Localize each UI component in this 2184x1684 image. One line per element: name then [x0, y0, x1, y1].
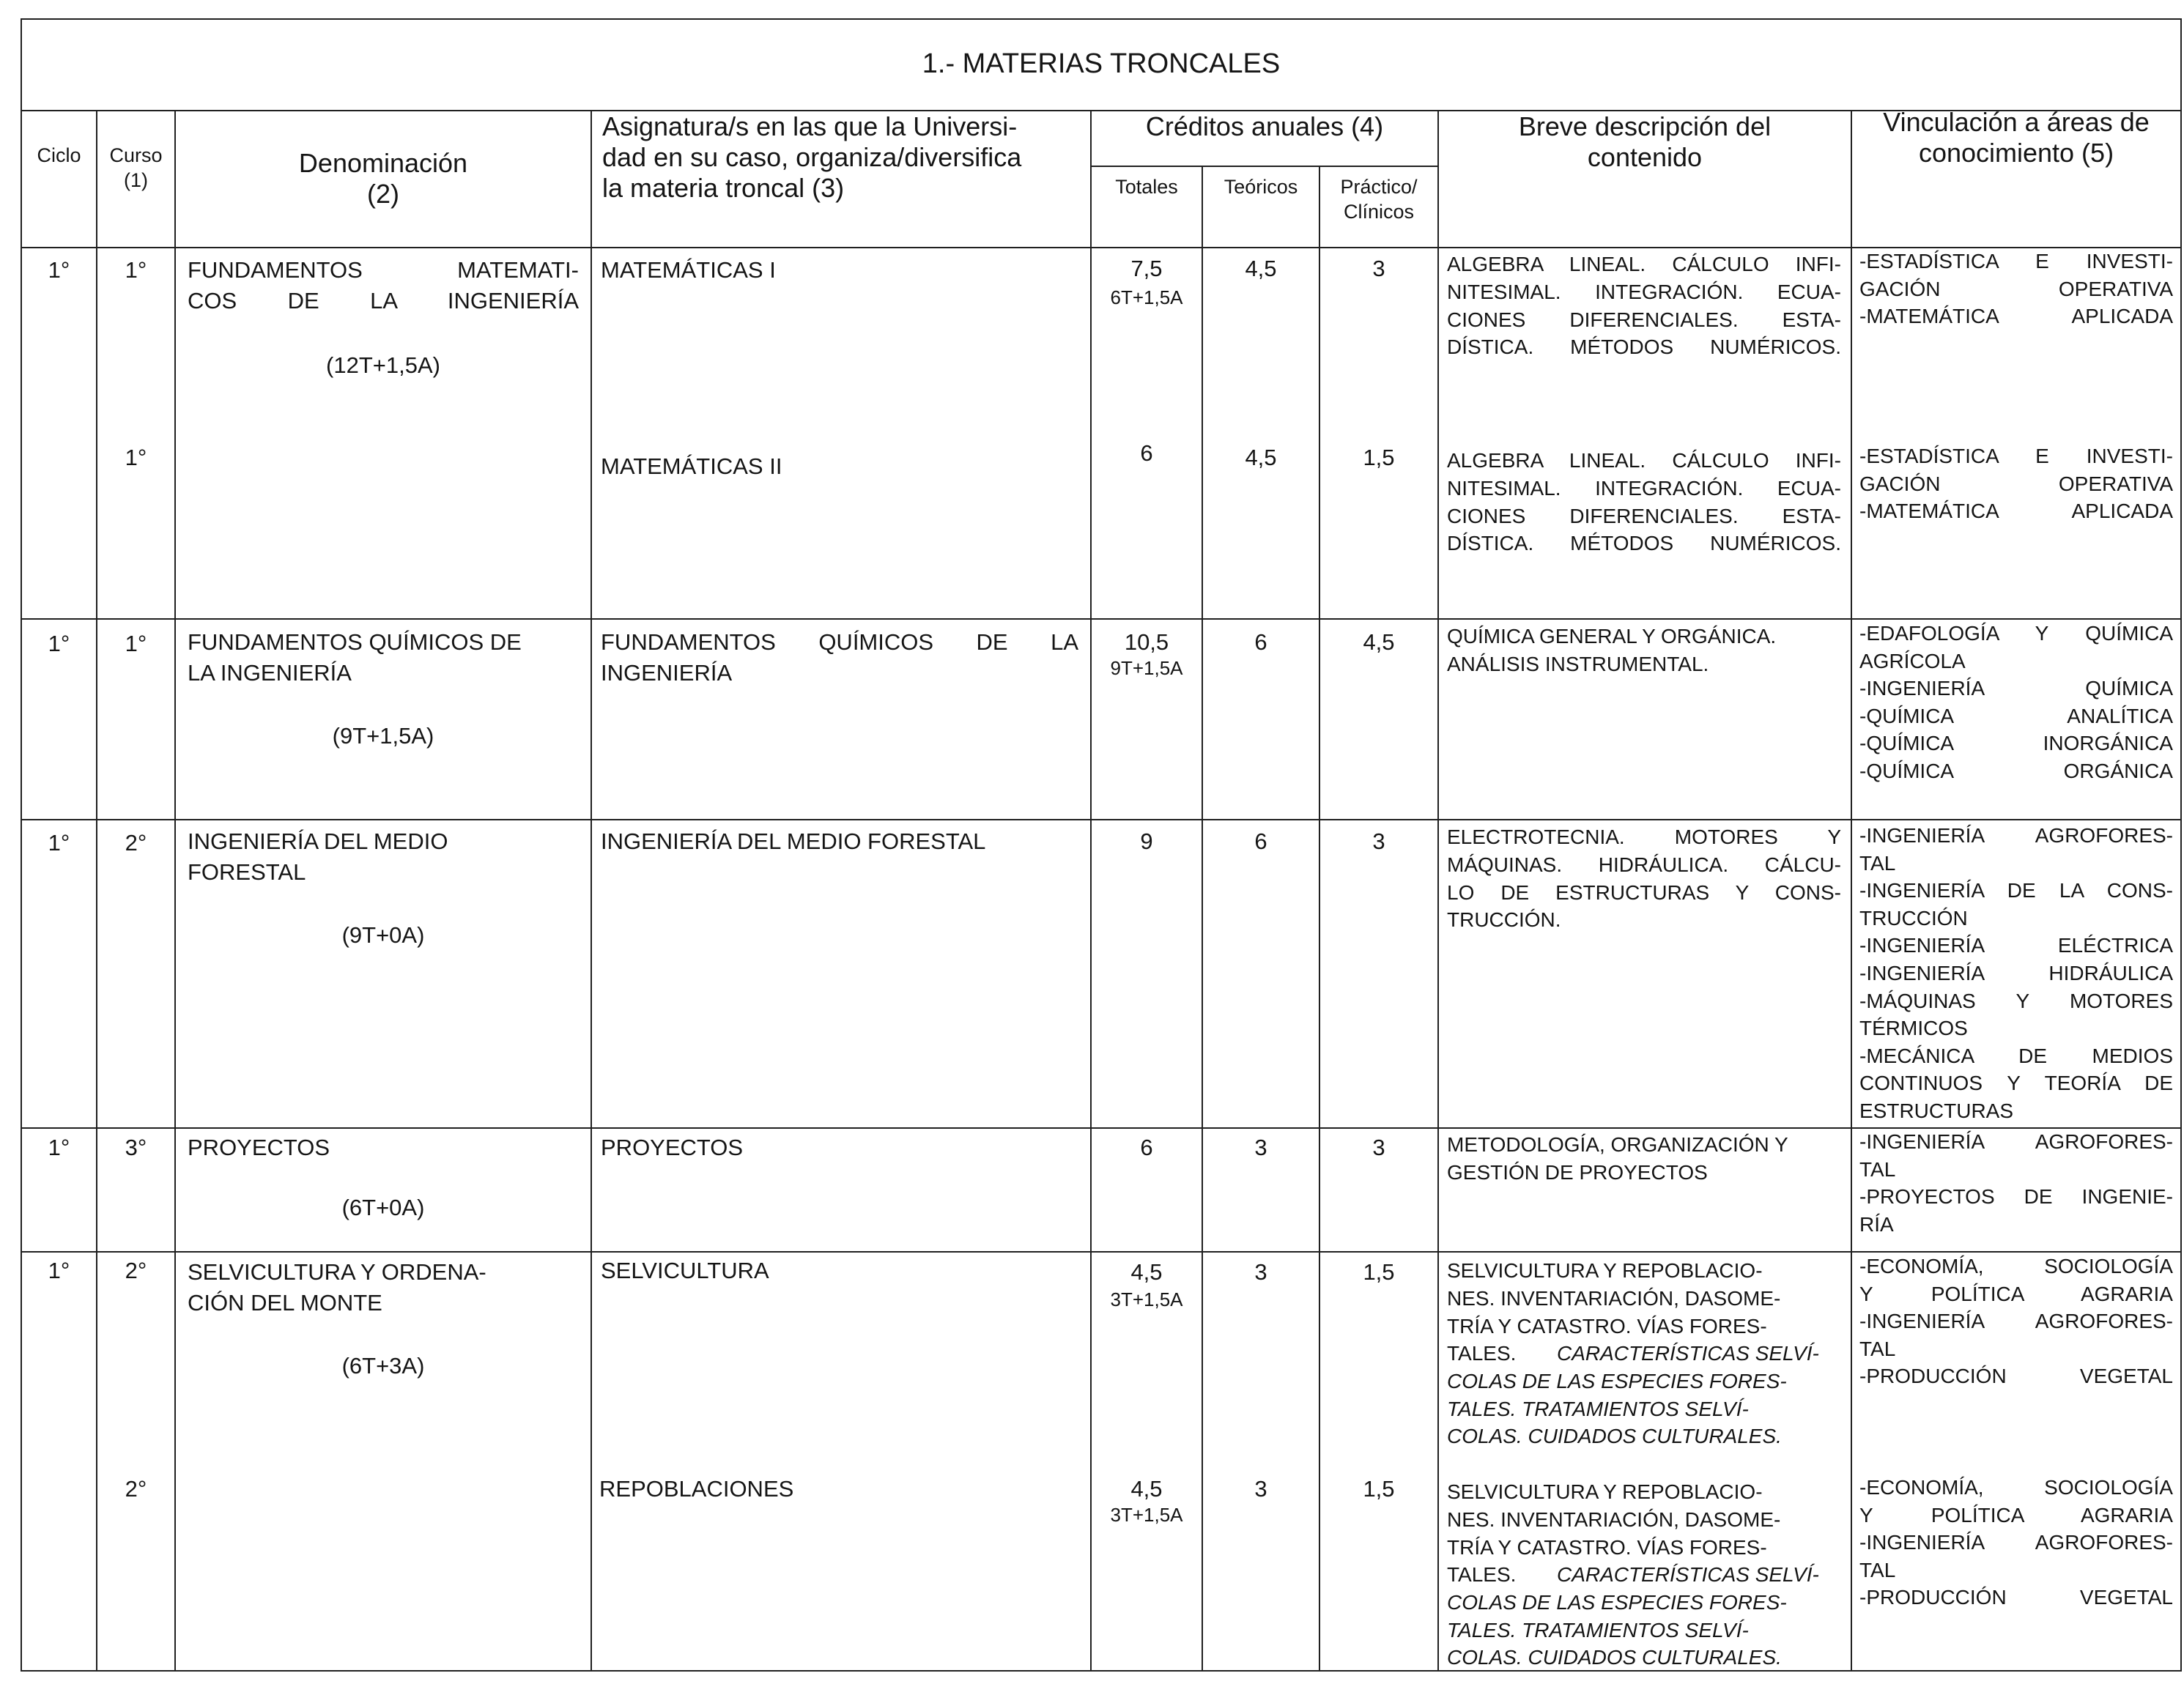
row-denominacion: INGENIERÍA DEL MEDIO FORESTAL	[188, 828, 448, 885]
header-creditos: Créditos anuales (4)	[1145, 111, 1384, 141]
row-areas: -ESTADÍSTICA E INVESTI- GACIÓN OPERATIVA -MATEMÁTICA APLICADA	[1859, 250, 2173, 328]
row-denom-credits: (6T+0A)	[341, 1195, 425, 1220]
rule-row-2	[21, 819, 2182, 820]
header-totales: Totales	[1115, 176, 1178, 198]
row-practicos: 4,5	[1363, 629, 1395, 655]
row-denominacion: FUNDAMENTOS MATEMATI- COS DE LA INGENIERÍA	[188, 257, 579, 314]
row-totales: 10,5	[1124, 629, 1169, 655]
row-denom-credits: (9T+0A)	[341, 922, 425, 948]
row-descripcion: SELVICULTURA Y REPOBLACIO- NES. INVENTARIACIÓN, DASOME- TRÍA Y CATASTRO. VÍAS FORES- TALES.	[1447, 1259, 1781, 1365]
row-ciclo: 1°	[48, 631, 70, 656]
row-curso: 2°	[125, 1476, 147, 1502]
rule-totales-teoricos	[1202, 166, 1203, 1672]
row-totales-split: 6T+1,5A	[1110, 286, 1183, 308]
rule-practicos-desc	[1437, 110, 1439, 1672]
rule-row-4	[21, 1251, 2182, 1253]
row-asignatura: MATEMÁTICAS I	[601, 257, 776, 283]
row-areas: -ESTADÍSTICA E INVESTI- GACIÓN OPERATIVA -MATEMÁTICA APLICADA	[1859, 445, 2173, 523]
row-areas: -INGENIERÍA AGROFORES- TAL -PROYECTOS DE INGENIE- RÍA	[1859, 1130, 2173, 1236]
row-teoricos: 6	[1254, 629, 1267, 655]
row-descripcion: ALGEBRA LINEAL. CÁLCULO INFI- NITESIMAL. INTEGRACIÓN. ECUA- CIONES DIFERENCIALES. ESTA- DÍSTICA. MÉTODOS NUMÉRICOS.	[1447, 253, 1841, 359]
page-title: 1.- MATERIAS TRONCALES	[922, 48, 1281, 79]
row-totales: 9	[1140, 828, 1153, 854]
rule-row-3	[21, 1127, 2182, 1129]
row-asignatura: MATEMÁTICAS II	[601, 453, 782, 479]
row-teoricos: 6	[1254, 828, 1267, 854]
row-descripcion-italic: CARACTERÍSTICAS SELVÍ- COLAS DE LAS ESPECIES FORES- TALES. TRATAMIENTOS SELVÍ- COLAS. CUIDADOS CULTURALES.	[1447, 1563, 1819, 1669]
row-teoricos: 4,5	[1245, 256, 1277, 281]
rule-asig-totales	[1090, 110, 1092, 1672]
row-denominacion: FUNDAMENTOS QUÍMICOS DE LA INGENIERÍA	[188, 629, 522, 686]
header-ciclo: Ciclo	[37, 144, 81, 166]
row-descripcion: QUÍMICA GENERAL Y ORGÁNICA. ANÁLISIS INSTRUMENTAL.	[1447, 625, 1777, 675]
row-totales-split: 3T+1,5A	[1110, 1504, 1183, 1526]
row-denom-credits: (12T+1,5A)	[326, 352, 440, 378]
header-teoricos: Teóricos	[1224, 176, 1298, 198]
row-ciclo: 1°	[48, 257, 70, 283]
row-asignatura: PROYECTOS	[601, 1135, 744, 1160]
row-practicos: 1,5	[1363, 445, 1395, 470]
row-curso: 1°	[125, 445, 147, 470]
header-vinculacion: Vinculación a áreas de conocimiento (5)	[1883, 107, 2150, 168]
rule-right	[2180, 18, 2182, 1672]
row-teoricos: 3	[1254, 1135, 1267, 1160]
rule-desc-areas	[1851, 110, 1852, 1672]
row-descripcion-italic: CARACTERÍSTICAS SELVÍ- COLAS DE LAS ESPECIES FORES- TALES. TRATAMIENTOS SELVÍ- COLAS. CUIDADOS CULTURALES.	[1447, 1342, 1819, 1448]
row-denom-credits: (9T+1,5A)	[332, 723, 434, 749]
rule-denom-asig	[591, 110, 592, 1672]
row-totales-split: 9T+1,5A	[1110, 657, 1183, 679]
row-curso: 1°	[125, 257, 147, 283]
row-curso: 2°	[125, 1258, 147, 1283]
header-curso: Curso (1)	[109, 144, 163, 191]
row-areas: -ECONOMÍA, SOCIOLOGÍA Y POLÍTICA AGRARIA -INGENIERÍA AGROFORES- TAL -PRODUCCIÓN VEGETAL	[1859, 1255, 2173, 1388]
rule-bottom	[21, 1670, 2182, 1672]
row-totales-split: 3T+1,5A	[1110, 1288, 1183, 1310]
row-practicos: 3	[1372, 1135, 1385, 1160]
row-teoricos: 3	[1254, 1259, 1267, 1285]
row-areas: -INGENIERÍA AGROFORES- TAL -INGENIERÍA DE LA CONS- TRUCCIÓN -INGENIERÍA ELÉCTRICA -INGENIERÍA HIDRÁULICA -MÁQUINAS Y MOTORES TÉRMICOS -MECÁNICA DE MEDIOS CONTINUOS Y TEORÍA DE ESTRUCTURAS	[1859, 824, 2173, 1122]
rule-ciclo-curso	[96, 110, 97, 1672]
row-areas: -EDAFOLOGÍA Y QUÍMICA AGRÍCOLA -INGENIERÍA QUÍMICA -QUÍMICA ANALÍTICA -QUÍMICA INORGÁNICA -QUÍMICA ORGÁNICA	[1859, 622, 2173, 782]
rule-teoricos-practicos	[1319, 166, 1320, 1672]
row-totales: 6	[1140, 440, 1153, 466]
row-ciclo: 1°	[48, 1258, 70, 1283]
row-teoricos: 4,5	[1245, 445, 1277, 470]
row-totales: 6	[1140, 1135, 1153, 1160]
row-descripcion: ELECTROTECNIA. MOTORES Y MÁQUINAS. HIDRÁULICA. CÁLCU- LO DE ESTRUCTURAS Y CONS- TRUCCIÓN.	[1447, 826, 1841, 932]
row-totales: 7,5	[1130, 256, 1163, 281]
row-descripcion: METODOLOGÍA, ORGANIZACIÓN Y GESTIÓN DE PROYECTOS	[1447, 1133, 1788, 1184]
rule-top	[21, 18, 2182, 20]
row-ciclo: 1°	[48, 830, 70, 856]
header-practicos: Práctico/ Clínicos	[1340, 176, 1418, 223]
row-descripcion: ALGEBRA LINEAL. CÁLCULO INFI- NITESIMAL. INTEGRACIÓN. ECUA- CIONES DIFERENCIALES. ESTA- DÍSTICA. MÉTODOS NUMÉRICOS.	[1447, 449, 1841, 555]
row-practicos: 1,5	[1363, 1259, 1395, 1285]
row-curso: 3°	[125, 1135, 147, 1160]
row-denominacion: PROYECTOS	[188, 1135, 330, 1160]
row-descripcion: SELVICULTURA Y REPOBLACIO- NES. INVENTARIACIÓN, DASOME- TRÍA Y CATASTRO. VÍAS FORES- TALES.	[1447, 1480, 1781, 1587]
row-practicos: 3	[1372, 828, 1385, 854]
rule-row-1	[21, 618, 2182, 620]
rule-header-bottom	[21, 247, 2182, 248]
row-totales: 4,5	[1130, 1476, 1163, 1502]
row-practicos: 1,5	[1363, 1476, 1395, 1502]
header-denominacion: Denominación (2)	[298, 148, 468, 209]
row-totales: 4,5	[1130, 1259, 1163, 1285]
row-asignatura: FUNDAMENTOS QUÍMICOS DE LA INGENIERÍA	[601, 629, 1078, 686]
row-ciclo: 1°	[48, 1135, 70, 1160]
row-denom-credits: (6T+3A)	[341, 1353, 425, 1379]
header-asignaturas: Asignatura/s en las que la Universi- dad en su caso, organiza/diversifica la materia troncal (3)	[602, 111, 1022, 203]
row-asignatura: SELVICULTURA	[601, 1258, 769, 1283]
row-curso: 2°	[125, 830, 147, 856]
rule-curso-denom	[174, 110, 176, 1672]
row-teoricos: 3	[1254, 1476, 1267, 1502]
row-asignatura: INGENIERÍA DEL MEDIO FORESTAL	[601, 828, 986, 854]
row-areas: -ECONOMÍA, SOCIOLOGÍA Y POLÍTICA AGRARIA -INGENIERÍA AGROFORES- TAL -PRODUCCIÓN VEGETAL	[1859, 1476, 2173, 1609]
row-curso: 1°	[125, 631, 147, 656]
row-denominacion: SELVICULTURA Y ORDENA- CIÓN DEL MONTE	[188, 1259, 486, 1316]
row-practicos: 3	[1372, 256, 1385, 281]
header-descripcion: Breve descripción del contenido	[1518, 111, 1772, 172]
row-asignatura: REPOBLACIONES	[599, 1476, 794, 1502]
rule-creditos-split	[1090, 166, 1437, 167]
